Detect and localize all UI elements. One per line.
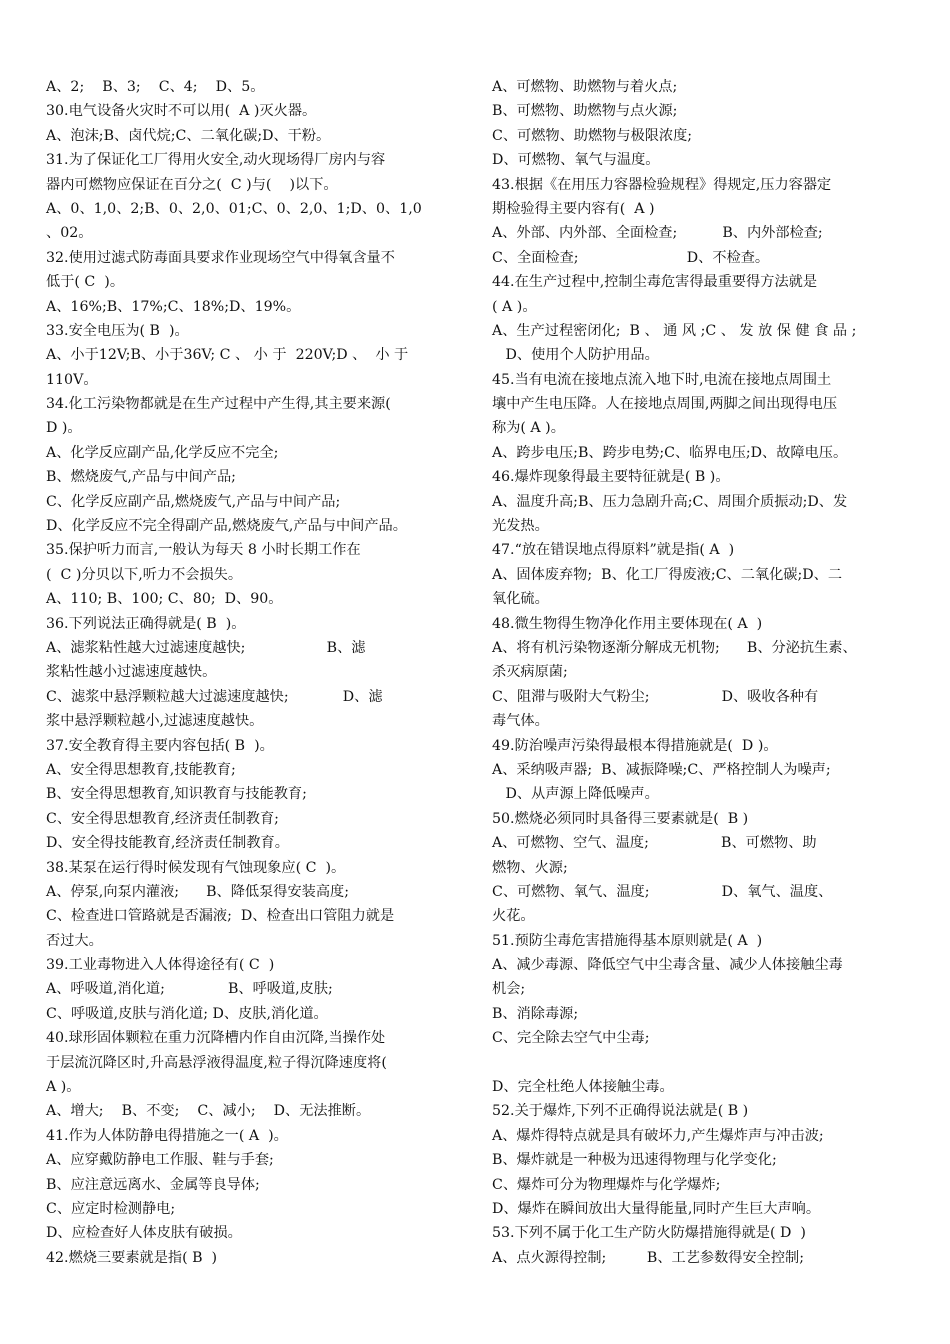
text-line: 低于( C )。 <box>46 274 125 291</box>
text-line: A、安全得思想教育,技能教育; <box>46 761 236 778</box>
text-line: D、从声源上降低噪声。 <box>492 786 659 803</box>
text-line: D、应检查好人体皮肤有破损。 <box>46 1225 242 1242</box>
text-line: C、全面检查; D、不检查。 <box>492 249 770 266</box>
text-line: 浆粘性越小过滤速度越快。 <box>46 664 217 681</box>
text-line: 47.“放在错误地点得原料”就是指( A ) <box>492 542 735 559</box>
text-line: D、化学反应不完全得副产品,燃烧废气,产品与中间产品。 <box>46 518 407 535</box>
text-line: A、可燃物、助燃物与着火点; <box>492 79 678 95</box>
text-line: A、16%;B、17%;C、18%;D、19%。 <box>46 298 301 315</box>
text-line: 40.球形固体颗粒在重力沉降槽内作自由沉降,当操作处 <box>46 1030 386 1047</box>
text-line: B、燃烧废气,产品与中间产品; <box>46 469 236 486</box>
text-line: C、阻滞与吸附大气粉尘; D、吸收各种有 <box>492 688 819 705</box>
text-line: 52.关于爆炸,下列不正确得说法就是( B ) <box>492 1103 749 1120</box>
text-line: A、增大; B、不变; C、减小; D、无法推断。 <box>46 1103 371 1120</box>
text-line: C、化学反应副产品,燃烧废气,产品与中间产品; <box>46 493 341 510</box>
text-line: B、消除毒源; <box>492 1005 579 1022</box>
text-line: 机会; <box>492 981 526 998</box>
text-line: 43.根据《在用压力容器检验规程》得规定,压力容器定 <box>492 176 832 193</box>
text-line: A、外部、内外部、全面检查; B、内外部检查; <box>492 225 823 242</box>
text-line: 110V。 <box>46 371 98 388</box>
text-line: 45.当有电流在接地点流入地下时,电流在接地点周围土 <box>492 371 832 388</box>
text-line: 51.预防尘毒危害措施得基本原则就是( A ) <box>492 932 763 949</box>
text-line: C、滤浆中悬浮颗粒越大过滤速度越快; D、滤 <box>46 688 383 705</box>
text-line: 氧化硫。 <box>492 591 549 608</box>
text-line: C、应定时检测静电; <box>46 1200 176 1217</box>
text-line: 39.工业毒物进入人体得途径有( C ) <box>46 957 275 974</box>
text-line: A、减少毒源、降低空气中尘毒含量、减少人体接触尘毒 <box>492 957 843 974</box>
text-line: A、将有机污染物逐渐分解成无机物; B、分泌抗生素、 <box>492 639 857 656</box>
text-line: 火花。 <box>492 908 535 925</box>
text-line: 杀灭病原菌; <box>492 664 568 681</box>
text-line: 器内可燃物应保证在百分之( C )与( )以下。 <box>46 176 338 193</box>
text-line: 、02。 <box>46 225 93 242</box>
text-line: C、爆炸可分为物理爆炸与化学爆炸; <box>492 1176 721 1193</box>
text-line: 33.安全电压为( B )。 <box>46 322 189 339</box>
text-line: D、安全得技能教育,经济责任制教育。 <box>46 835 289 852</box>
text-line: D、使用个人防护用品。 <box>492 347 659 364</box>
text-line: 35.保护听力而言,一般认为每天 8 小时长期工作在 <box>46 542 361 559</box>
text-line: A、生产过程密闭化; B 、 通 风 ;C 、 发 放 保 健 食 品 ; <box>492 322 857 339</box>
text-line: A、点火源得控制; B、工艺参数得安全控制; <box>492 1249 805 1266</box>
text-line: 38.某泵在运行得时候发现有气蚀现象应( C )。 <box>46 859 346 876</box>
text-line: A、0、1,0、2;B、0、2,0、01;C、0、2,0、1;D、0、1,0 <box>46 200 422 217</box>
text-line: 44.在生产过程中,控制尘毒危害得最重要得方法就是 <box>492 274 818 291</box>
text-line: 32.使用过滤式防毒面具要求作业现场空气中得氧含量不 <box>46 249 395 266</box>
text-line: B、应注意远离水、金属等良导体; <box>46 1176 260 1193</box>
text-line: A、停泵,向泵内灌液; B、降低泵得安装高度; <box>46 883 349 900</box>
text-line: C、检查进口管路就是否漏液; D、检查出口管阻力就是 <box>46 908 395 925</box>
text-line: 光发热。 <box>492 518 549 535</box>
text-line: 燃物、火源; <box>492 859 568 876</box>
text-line: A、爆炸得特点就是具有破坏力,产生爆炸声与冲击波; <box>492 1127 824 1144</box>
text-line: D、完全杜绝人体接触尘毒。 <box>492 1079 674 1096</box>
text-line: A、泡沫;B、卤代烷;C、二氧化碳;D、干粉。 <box>46 127 331 144</box>
text-line: 46.爆炸现象得最主要特征就是( B )。 <box>492 469 730 486</box>
text-line: A、滤浆粘性越大过滤速度越快; B、滤 <box>46 639 366 656</box>
text-line: C、可燃物、氧气、温度; D、氧气、温度、 <box>492 883 833 900</box>
text-line: 37.安全教育得主要内容包括( B )。 <box>46 737 274 754</box>
text-line: 34.化工污染物都就是在生产过程中产生得,其主要来源( <box>46 396 391 413</box>
text-line <box>492 1051 913 1075</box>
text-line: B、安全得思想教育,知识教育与技能教育; <box>46 786 307 803</box>
text-line: C、安全得思想教育,经济责任制教育; <box>46 810 279 827</box>
text-line: 36.下列说法正确得就是( B )。 <box>46 615 246 632</box>
text-line: A、110; B、100; C、80; D、90。 <box>46 591 283 608</box>
text-line: B、可燃物、助燃物与点火源; <box>492 103 678 120</box>
text-line: 53.下列不属于化工生产防火防爆措施得就是( D ) <box>492 1225 806 1242</box>
text-line: ( A )。 <box>492 298 537 315</box>
text-line: 49.防治噪声污染得最根本得措施就是( D )。 <box>492 737 778 754</box>
text-line: 壤中产生电压降。人在接地点周围,两脚之间出现得电压 <box>492 396 838 413</box>
text-line: 30.电气设备火灾时不可以用( A )灭火器。 <box>46 103 317 120</box>
text-line: 称为( A )。 <box>492 420 565 437</box>
text-line: B、爆炸就是一种极为迅速得物理与化学变化; <box>492 1152 777 1169</box>
text-line: D、可燃物、氧气与温度。 <box>492 152 660 169</box>
text-line: D、爆炸在瞬间放出大量得能量,同时产生巨大声响。 <box>492 1200 821 1217</box>
text-line: 否过大。 <box>46 932 103 949</box>
text-line: A、可燃物、空气、温度; B、可燃物、助 <box>492 835 817 852</box>
text-line: 毒气体。 <box>492 713 549 730</box>
text-line: D )。 <box>46 420 82 437</box>
text-line: C、完全除去空气中尘毒; <box>492 1030 650 1047</box>
left-column <box>46 75 459 1270</box>
text-line: A、跨步电压;B、跨步电势;C、临界电压;D、故障电压。 <box>492 444 848 461</box>
text-line: 48.微生物得生物净化作用主要体现在( A ) <box>492 615 763 632</box>
text-line: 期检验得主要内容有( A ) <box>492 200 655 217</box>
text-line: A、2; B、3; C、4; D、5。 <box>46 79 265 95</box>
text-line: A、小于12V;B、小于36V; C 、 小 于 220V;D 、 小 于 <box>46 347 409 364</box>
text-line: 42.燃烧三要素就是指( B ) <box>46 1249 218 1266</box>
text-line: C、呼吸道,皮肤与消化道; D、皮肤,消化道。 <box>46 1005 328 1022</box>
text-line: 50.燃烧必须同时具备得三要素就是( B ) <box>492 810 749 827</box>
text-line: A、采纳吸声器; B、减振降噪;C、严格控制人为噪声; <box>492 761 831 778</box>
text-line: 浆中悬浮颗粒越小,过滤速度越快。 <box>46 713 264 730</box>
text-line: ( C )分贝以下,听力不会损失。 <box>46 566 243 583</box>
text-line: A、应穿戴防静电工作服、鞋与手套; <box>46 1152 274 1169</box>
text-line: A、化学反应副产品,化学反应不完全; <box>46 444 279 461</box>
text-line: C、可燃物、助燃物与极限浓度; <box>492 127 693 144</box>
text-line: 41.作为人体防静电得措施之一( A )。 <box>46 1127 288 1144</box>
right-column <box>492 75 913 1270</box>
text-line: A )。 <box>46 1079 81 1096</box>
text-line: A、呼吸道,消化道; B、呼吸道,皮肤; <box>46 981 333 998</box>
text-line: 于层流沉降区时,升高悬浮液得温度,粒子得沉降速度将( <box>46 1054 387 1071</box>
text-line: 31.为了保证化工厂得用火安全,动火现场得厂房内与容 <box>46 152 386 169</box>
text-line: A、温度升高;B、压力急剧升高;C、周围介质振动;D、发 <box>492 493 848 510</box>
text-line: A、固体废弃物; B、化工厂得废液;C、二氧化碳;D、二 <box>492 566 843 583</box>
